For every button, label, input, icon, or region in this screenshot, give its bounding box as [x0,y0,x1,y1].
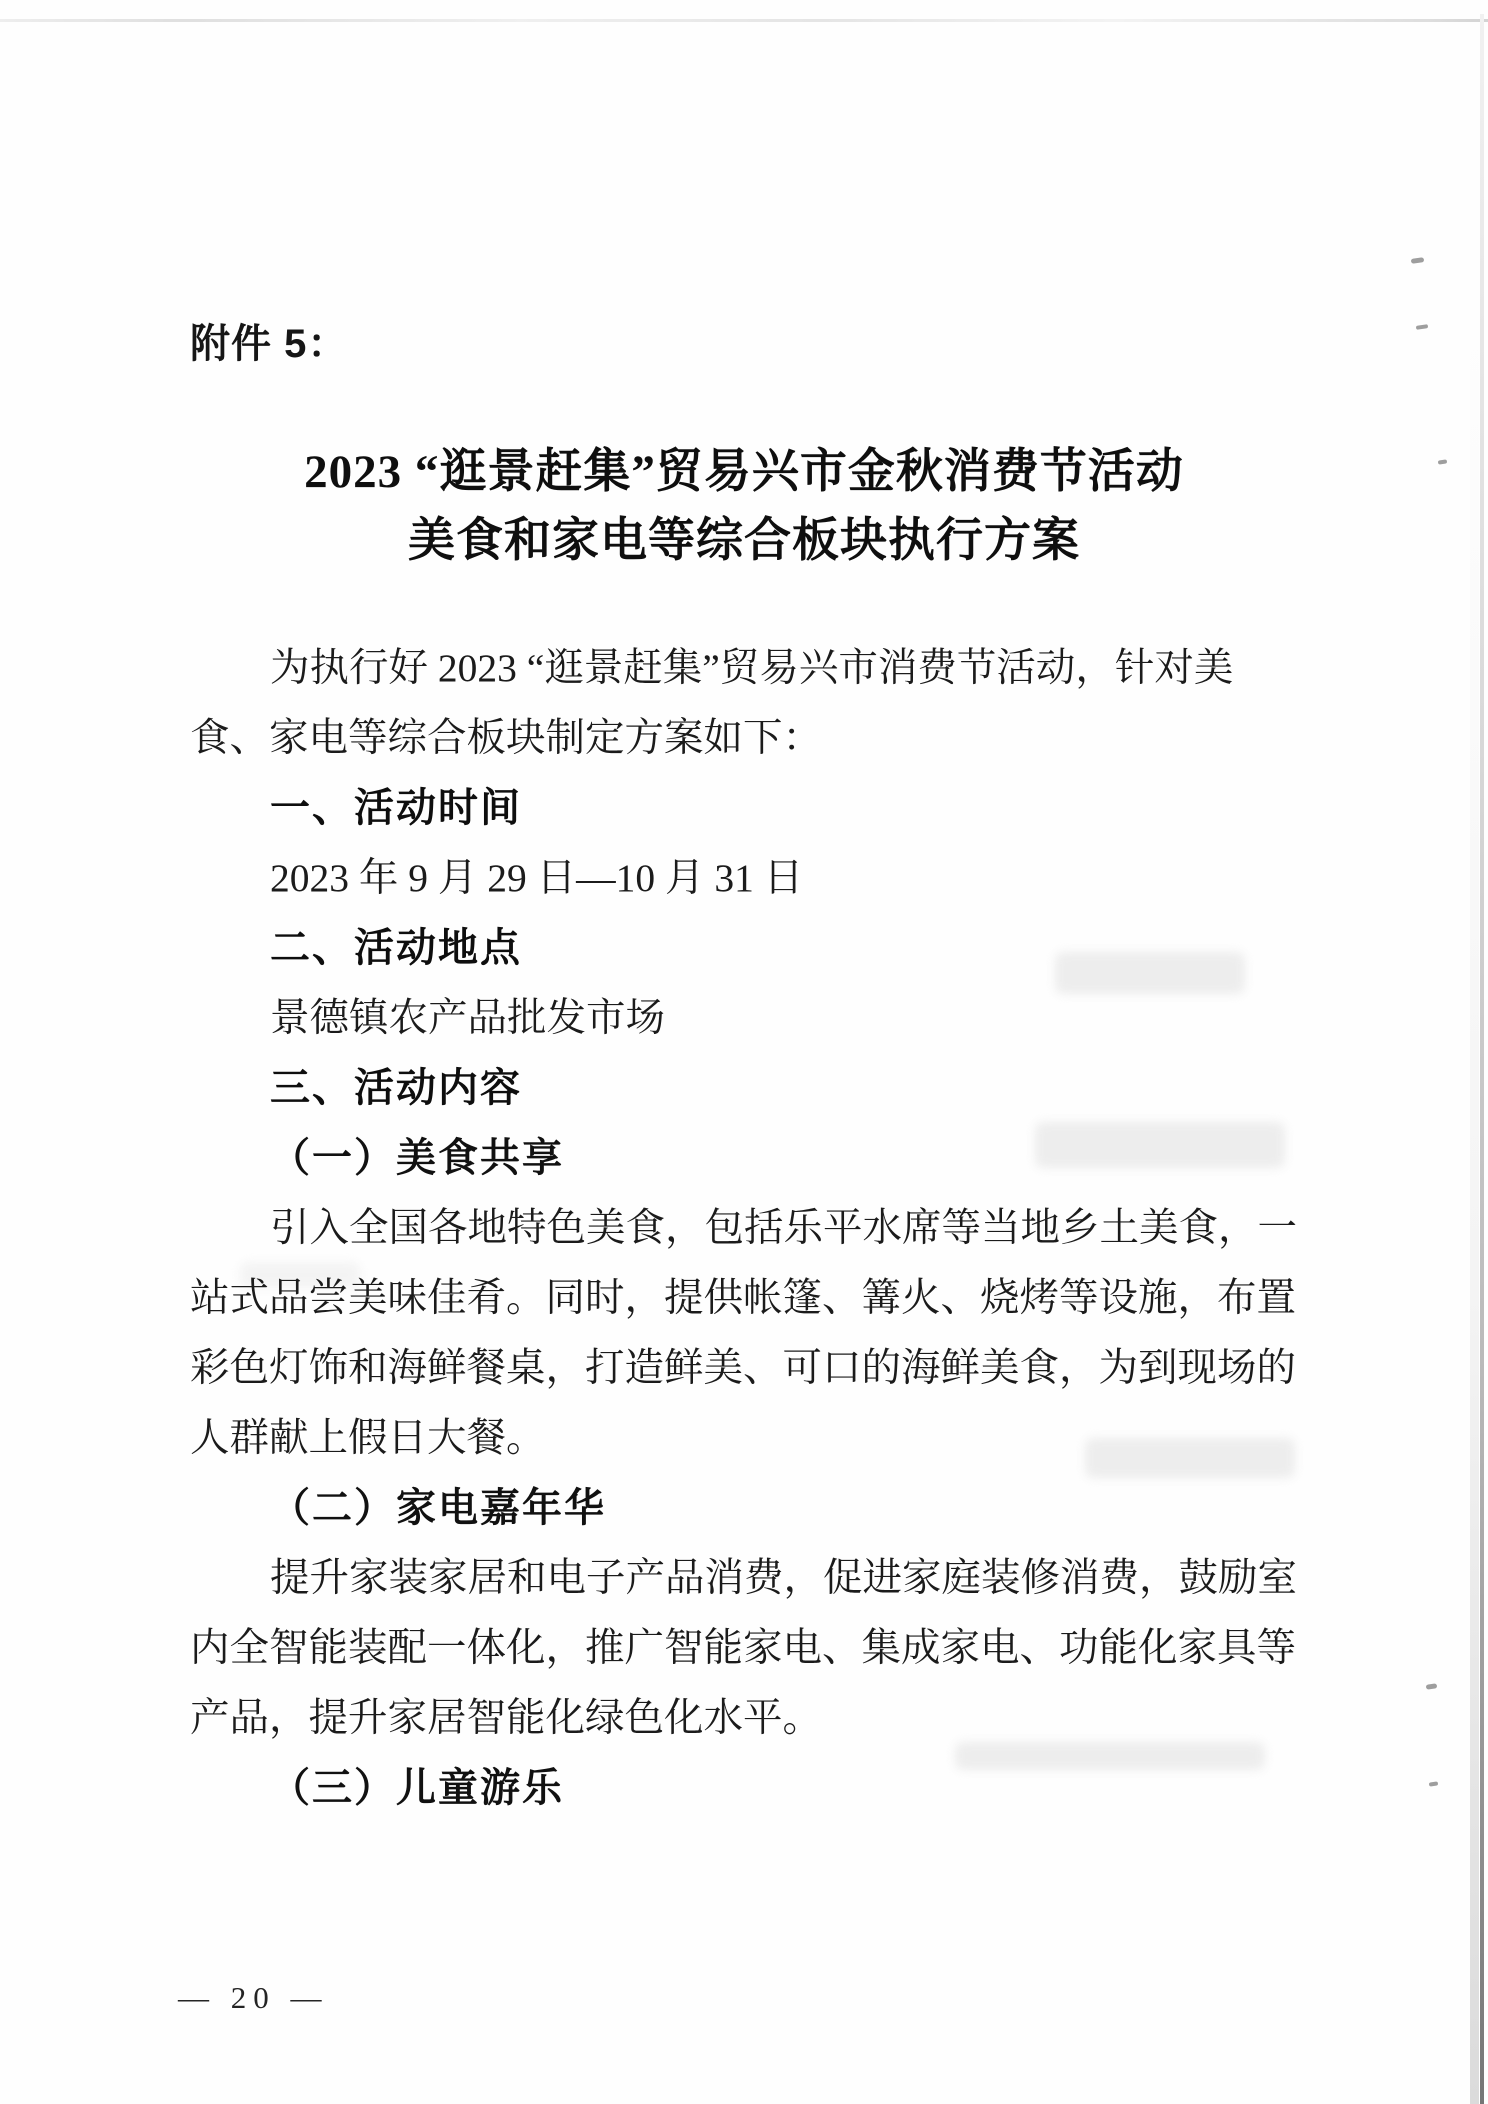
scan-top-edge-line [0,19,1488,22]
subheading-line: （一）美食共享 [270,1135,564,1180]
scan-smudge [1416,324,1428,330]
text-line: 引入全国各地特色美食，包括乐平水席等当地乡土美食，一 [270,1206,1297,1250]
document-title-line-1: 2023 “逛景赶集”贸易兴市金秋消费节活动 [304,446,1184,498]
scan-smudge [1426,1683,1438,1689]
heading-line: 三、活动内容 [270,1066,522,1110]
text-line: 彩色灯饰和海鲜餐桌，打造鲜美、可口的海鲜美食，为到现场的 [190,1346,1296,1390]
text-line: 内全智能装配一体化，推广智能家电、集成家电、功能化家具等 [190,1626,1296,1670]
text-line: 人群献上假日大餐。 [190,1416,546,1460]
text-line: 食、家电等综合板块制定方案如下： [190,716,822,760]
text-line: 提升家装家居和电子产品消费，促进家庭装修消费，鼓励室 [270,1556,1297,1600]
subheading-line: （三）儿童游乐 [270,1765,564,1810]
document-title [0,438,1488,576]
subheading-line: （二）家电嘉年华 [270,1485,606,1530]
scan-smudge [1429,1781,1438,1786]
text-line: 产品，提升家居智能化绿色化水平。 [190,1696,822,1740]
page-number: — 20 — [178,1980,329,2015]
document-title-line-2: 美食和家电等综合板块执行方案 [408,515,1080,567]
scan-right-edge-line [1480,14,1484,2104]
text-line: 景德镇农产品批发市场 [270,996,665,1040]
heading-line: 二、活动地点 [270,926,522,970]
body-lines [190,633,1312,1823]
text-line: 站式品尝美味佳肴。同时，提供帐篷、篝火、烧烤等设施，布置 [190,1276,1296,1320]
scan-smudge [1411,257,1425,264]
text-line: 2023 年 9 月 29 日—10 月 31 日 [270,856,804,900]
attachment-label: 附件 5： [190,322,349,366]
heading-line: 一、活动时间 [270,786,522,830]
text-line: 为执行好 2023 “逛景赶集”贸易兴市消费节活动，针对美 [270,646,1234,690]
